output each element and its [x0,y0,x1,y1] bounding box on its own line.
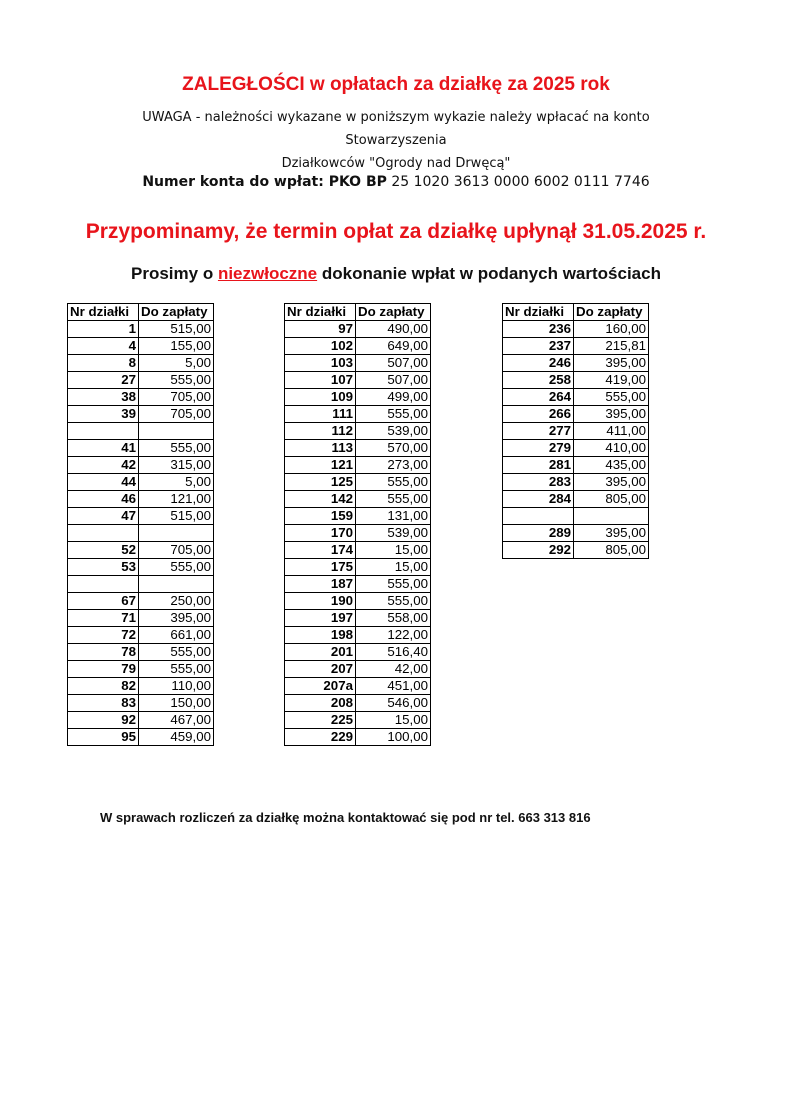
plot-number-cell: 111 [285,406,356,423]
amount-due-cell: 395,00 [574,355,649,372]
amount-due-cell: 555,00 [139,661,214,678]
plot-number-cell: 159 [285,508,356,525]
deadline-reminder: Przypominamy, że termin opłat za działkę upłynął 31.05.2025 r. [85,220,707,243]
plot-number-cell: 8 [68,355,139,372]
amount-due-cell: 435,00 [574,457,649,474]
amount-due-cell: 121,00 [139,491,214,508]
notice-line-2: Działkowców "Ogrody nad Drwęcą" [281,156,511,171]
plot-number-cell: 283 [503,474,574,491]
header-amount-due: Do zapłaty [139,304,214,321]
amount-due-cell: 539,00 [356,525,431,542]
amount-due-cell [139,525,214,542]
request-after: dokonanie wpłat w podanych wartościach [317,264,661,283]
table-row [285,457,431,474]
plot-number-cell: 174 [285,542,356,559]
table-row [503,321,649,338]
amount-due-cell: 558,00 [356,610,431,627]
plot-number-cell: 78 [68,644,139,661]
table-row [503,423,649,440]
table-row [68,389,214,406]
amount-due-cell: 649,00 [356,338,431,355]
table-row [285,338,431,355]
table-row [285,644,431,661]
table-row [68,508,214,525]
table-row [68,661,214,678]
amount-due-cell: 395,00 [574,474,649,491]
plot-number-cell: 82 [68,678,139,695]
table-row [503,491,649,508]
plot-number-cell: 142 [285,491,356,508]
amount-due-cell: 5,00 [139,355,214,372]
amount-due-cell: 395,00 [139,610,214,627]
amount-due-cell: 15,00 [356,542,431,559]
plot-number-cell: 103 [285,355,356,372]
plot-number-cell: 187 [285,576,356,593]
plot-number-cell: 246 [503,355,574,372]
amount-due-cell: 515,00 [139,508,214,525]
table-row [285,525,431,542]
amount-due-cell: 555,00 [574,389,649,406]
plot-number-cell: 95 [68,729,139,746]
plot-number-cell: 112 [285,423,356,440]
notice-text [96,106,696,175]
table-row [285,729,431,746]
plot-number-cell [503,508,574,525]
amount-due-cell: 546,00 [356,695,431,712]
table-row [285,491,431,508]
table-row [68,695,214,712]
amount-due-cell: 507,00 [356,355,431,372]
plot-number-cell: 170 [285,525,356,542]
amount-due-cell: 15,00 [356,559,431,576]
table-row [68,338,214,355]
amount-due-cell: 410,00 [574,440,649,457]
table-row [503,406,649,423]
table-row [68,627,214,644]
plot-number-cell: 229 [285,729,356,746]
amount-due-cell [574,508,649,525]
plot-number-cell: 207a [285,678,356,695]
table-row [503,355,649,372]
amount-due-cell: 515,00 [139,321,214,338]
header-plot-number: Nr działki [503,304,574,321]
plot-number-cell [68,525,139,542]
plot-number-cell: 71 [68,610,139,627]
payment-request [0,264,792,284]
header-plot-number: Nr działki [285,304,356,321]
amount-due-cell: 507,00 [356,372,431,389]
plot-number-cell: 258 [503,372,574,389]
amount-due-cell: 467,00 [139,712,214,729]
table-row [285,559,431,576]
plot-number-cell: 266 [503,406,574,423]
plot-number-cell: 198 [285,627,356,644]
table-row [503,508,649,525]
header-amount-due: Do zapłaty [356,304,431,321]
table-row [285,610,431,627]
table-row [285,661,431,678]
table-row [285,542,431,559]
plot-number-cell: 225 [285,712,356,729]
amount-due-cell: 160,00 [574,321,649,338]
table-row [68,474,214,491]
table-row [68,712,214,729]
plot-number-cell: 264 [503,389,574,406]
amount-due-cell: 516,40 [356,644,431,661]
amount-due-cell: 705,00 [139,406,214,423]
plot-number-cell: 38 [68,389,139,406]
amount-due-cell: 705,00 [139,389,214,406]
amount-due-cell: 122,00 [356,627,431,644]
table-row [285,440,431,457]
table-row [285,712,431,729]
table-row [68,610,214,627]
amount-due-cell: 100,00 [356,729,431,746]
amount-due-cell: 42,00 [356,661,431,678]
amount-due-cell: 539,00 [356,423,431,440]
table-row [68,372,214,389]
plot-number-cell: 4 [68,338,139,355]
plot-number-cell: 197 [285,610,356,627]
table-row [285,355,431,372]
amount-due-cell: 395,00 [574,406,649,423]
amount-due-cell: 5,00 [139,474,214,491]
table-row [68,491,214,508]
amount-due-cell: 499,00 [356,389,431,406]
plot-number-cell: 190 [285,593,356,610]
table-row [285,474,431,491]
request-highlight: niezwłoczne [217,264,318,283]
plot-number-cell: 107 [285,372,356,389]
amount-due-cell: 805,00 [574,542,649,559]
table-row [68,440,214,457]
plot-number-cell: 44 [68,474,139,491]
plot-number-cell: 277 [503,423,574,440]
amount-due-cell [139,576,214,593]
plot-number-cell: 102 [285,338,356,355]
request-before: Prosimy o [131,264,218,283]
plot-number-cell: 125 [285,474,356,491]
plot-number-cell: 109 [285,389,356,406]
plot-number-cell: 92 [68,712,139,729]
amount-due-cell: 451,00 [356,678,431,695]
table-header [68,304,214,321]
amount-due-cell: 555,00 [139,440,214,457]
amount-due-cell: 215,81 [574,338,649,355]
amount-due-cell: 490,00 [356,321,431,338]
amount-due-cell: 555,00 [356,406,431,423]
table-row [285,372,431,389]
table-row [285,508,431,525]
plot-number-cell: 208 [285,695,356,712]
header-amount-due: Do zapłaty [574,304,649,321]
plot-number-cell: 67 [68,593,139,610]
amount-due-cell: 131,00 [356,508,431,525]
table-row [68,423,214,440]
plot-number-cell: 72 [68,627,139,644]
plot-number-cell: 236 [503,321,574,338]
header-plot-number: Nr działki [68,304,139,321]
amount-due-cell: 805,00 [574,491,649,508]
amount-due-cell: 155,00 [139,338,214,355]
table-row [285,593,431,610]
table-row [285,695,431,712]
plot-number-cell: 46 [68,491,139,508]
amount-due-cell: 459,00 [139,729,214,746]
table-row [285,406,431,423]
arrears-table-3 [502,303,649,559]
table-row [68,593,214,610]
notice-line-1: UWAGA - należności wykazane w poniższym wykazie należy wpłacać na konto Stowarzyszenia [142,110,650,148]
table-row [68,457,214,474]
table-row [503,338,649,355]
table-row [285,627,431,644]
amount-due-cell: 570,00 [356,440,431,457]
amount-due-cell: 555,00 [356,593,431,610]
plot-number-cell: 289 [503,525,574,542]
table-row [503,525,649,542]
amount-due-cell: 411,00 [574,423,649,440]
amount-due-cell: 555,00 [139,644,214,661]
table-row [68,406,214,423]
plot-number-cell: 79 [68,661,139,678]
plot-number-cell: 41 [68,440,139,457]
table-row [285,576,431,593]
account-info [0,174,792,190]
amount-due-cell: 395,00 [574,525,649,542]
table-row [503,542,649,559]
table-header [285,304,431,321]
plot-number-cell: 27 [68,372,139,389]
plot-number-cell: 201 [285,644,356,661]
amount-due-cell: 150,00 [139,695,214,712]
plot-number-cell: 237 [503,338,574,355]
table-row [68,644,214,661]
plot-number-cell: 175 [285,559,356,576]
plot-number-cell: 281 [503,457,574,474]
table-header [503,304,649,321]
plot-number-cell: 1 [68,321,139,338]
plot-number-cell: 284 [503,491,574,508]
plot-number-cell: 53 [68,559,139,576]
amount-due-cell: 555,00 [139,559,214,576]
table-row [285,423,431,440]
arrears-table-2 [284,303,431,746]
amount-due-cell: 315,00 [139,457,214,474]
document-title: ZALEGŁOŚCI w opłatach za działkę za 2025 rok [182,74,610,95]
amount-due-cell: 419,00 [574,372,649,389]
plot-number-cell: 113 [285,440,356,457]
table-row [503,440,649,457]
amount-due-cell: 555,00 [356,491,431,508]
table-row [68,321,214,338]
amount-due-cell: 661,00 [139,627,214,644]
table-row [68,729,214,746]
plot-number-cell [68,423,139,440]
plot-number-cell: 292 [503,542,574,559]
plot-number-cell: 121 [285,457,356,474]
table-row [503,389,649,406]
table-row [68,559,214,576]
plot-number-cell: 39 [68,406,139,423]
amount-due-cell: 555,00 [356,576,431,593]
plot-number-cell: 97 [285,321,356,338]
account-number: 25 1020 3613 0000 6002 0111 7746 [391,174,650,190]
plot-number-cell: 207 [285,661,356,678]
amount-due-cell: 555,00 [356,474,431,491]
plot-number-cell [68,576,139,593]
table-row [68,576,214,593]
table-row [68,355,214,372]
amount-due-cell: 273,00 [356,457,431,474]
table-row [503,372,649,389]
plot-number-cell: 47 [68,508,139,525]
arrears-table-1 [67,303,214,746]
table-row [285,678,431,695]
amount-due-cell: 555,00 [139,372,214,389]
amount-due-cell: 15,00 [356,712,431,729]
table-row [68,525,214,542]
table-row [68,542,214,559]
plot-number-cell: 83 [68,695,139,712]
plot-number-cell: 52 [68,542,139,559]
account-label: Numer konta do wpłat: PKO BP [142,174,387,190]
table-row [285,321,431,338]
plot-number-cell: 279 [503,440,574,457]
contact-footer: W sprawach rozliczeń za działkę można kontaktować się pod nr tel. 663 313 816 [100,810,591,825]
amount-due-cell [139,423,214,440]
table-row [503,474,649,491]
plot-number-cell: 42 [68,457,139,474]
table-row [68,678,214,695]
amount-due-cell: 250,00 [139,593,214,610]
amount-due-cell: 705,00 [139,542,214,559]
amount-due-cell: 110,00 [139,678,214,695]
table-row [503,457,649,474]
table-row [285,389,431,406]
